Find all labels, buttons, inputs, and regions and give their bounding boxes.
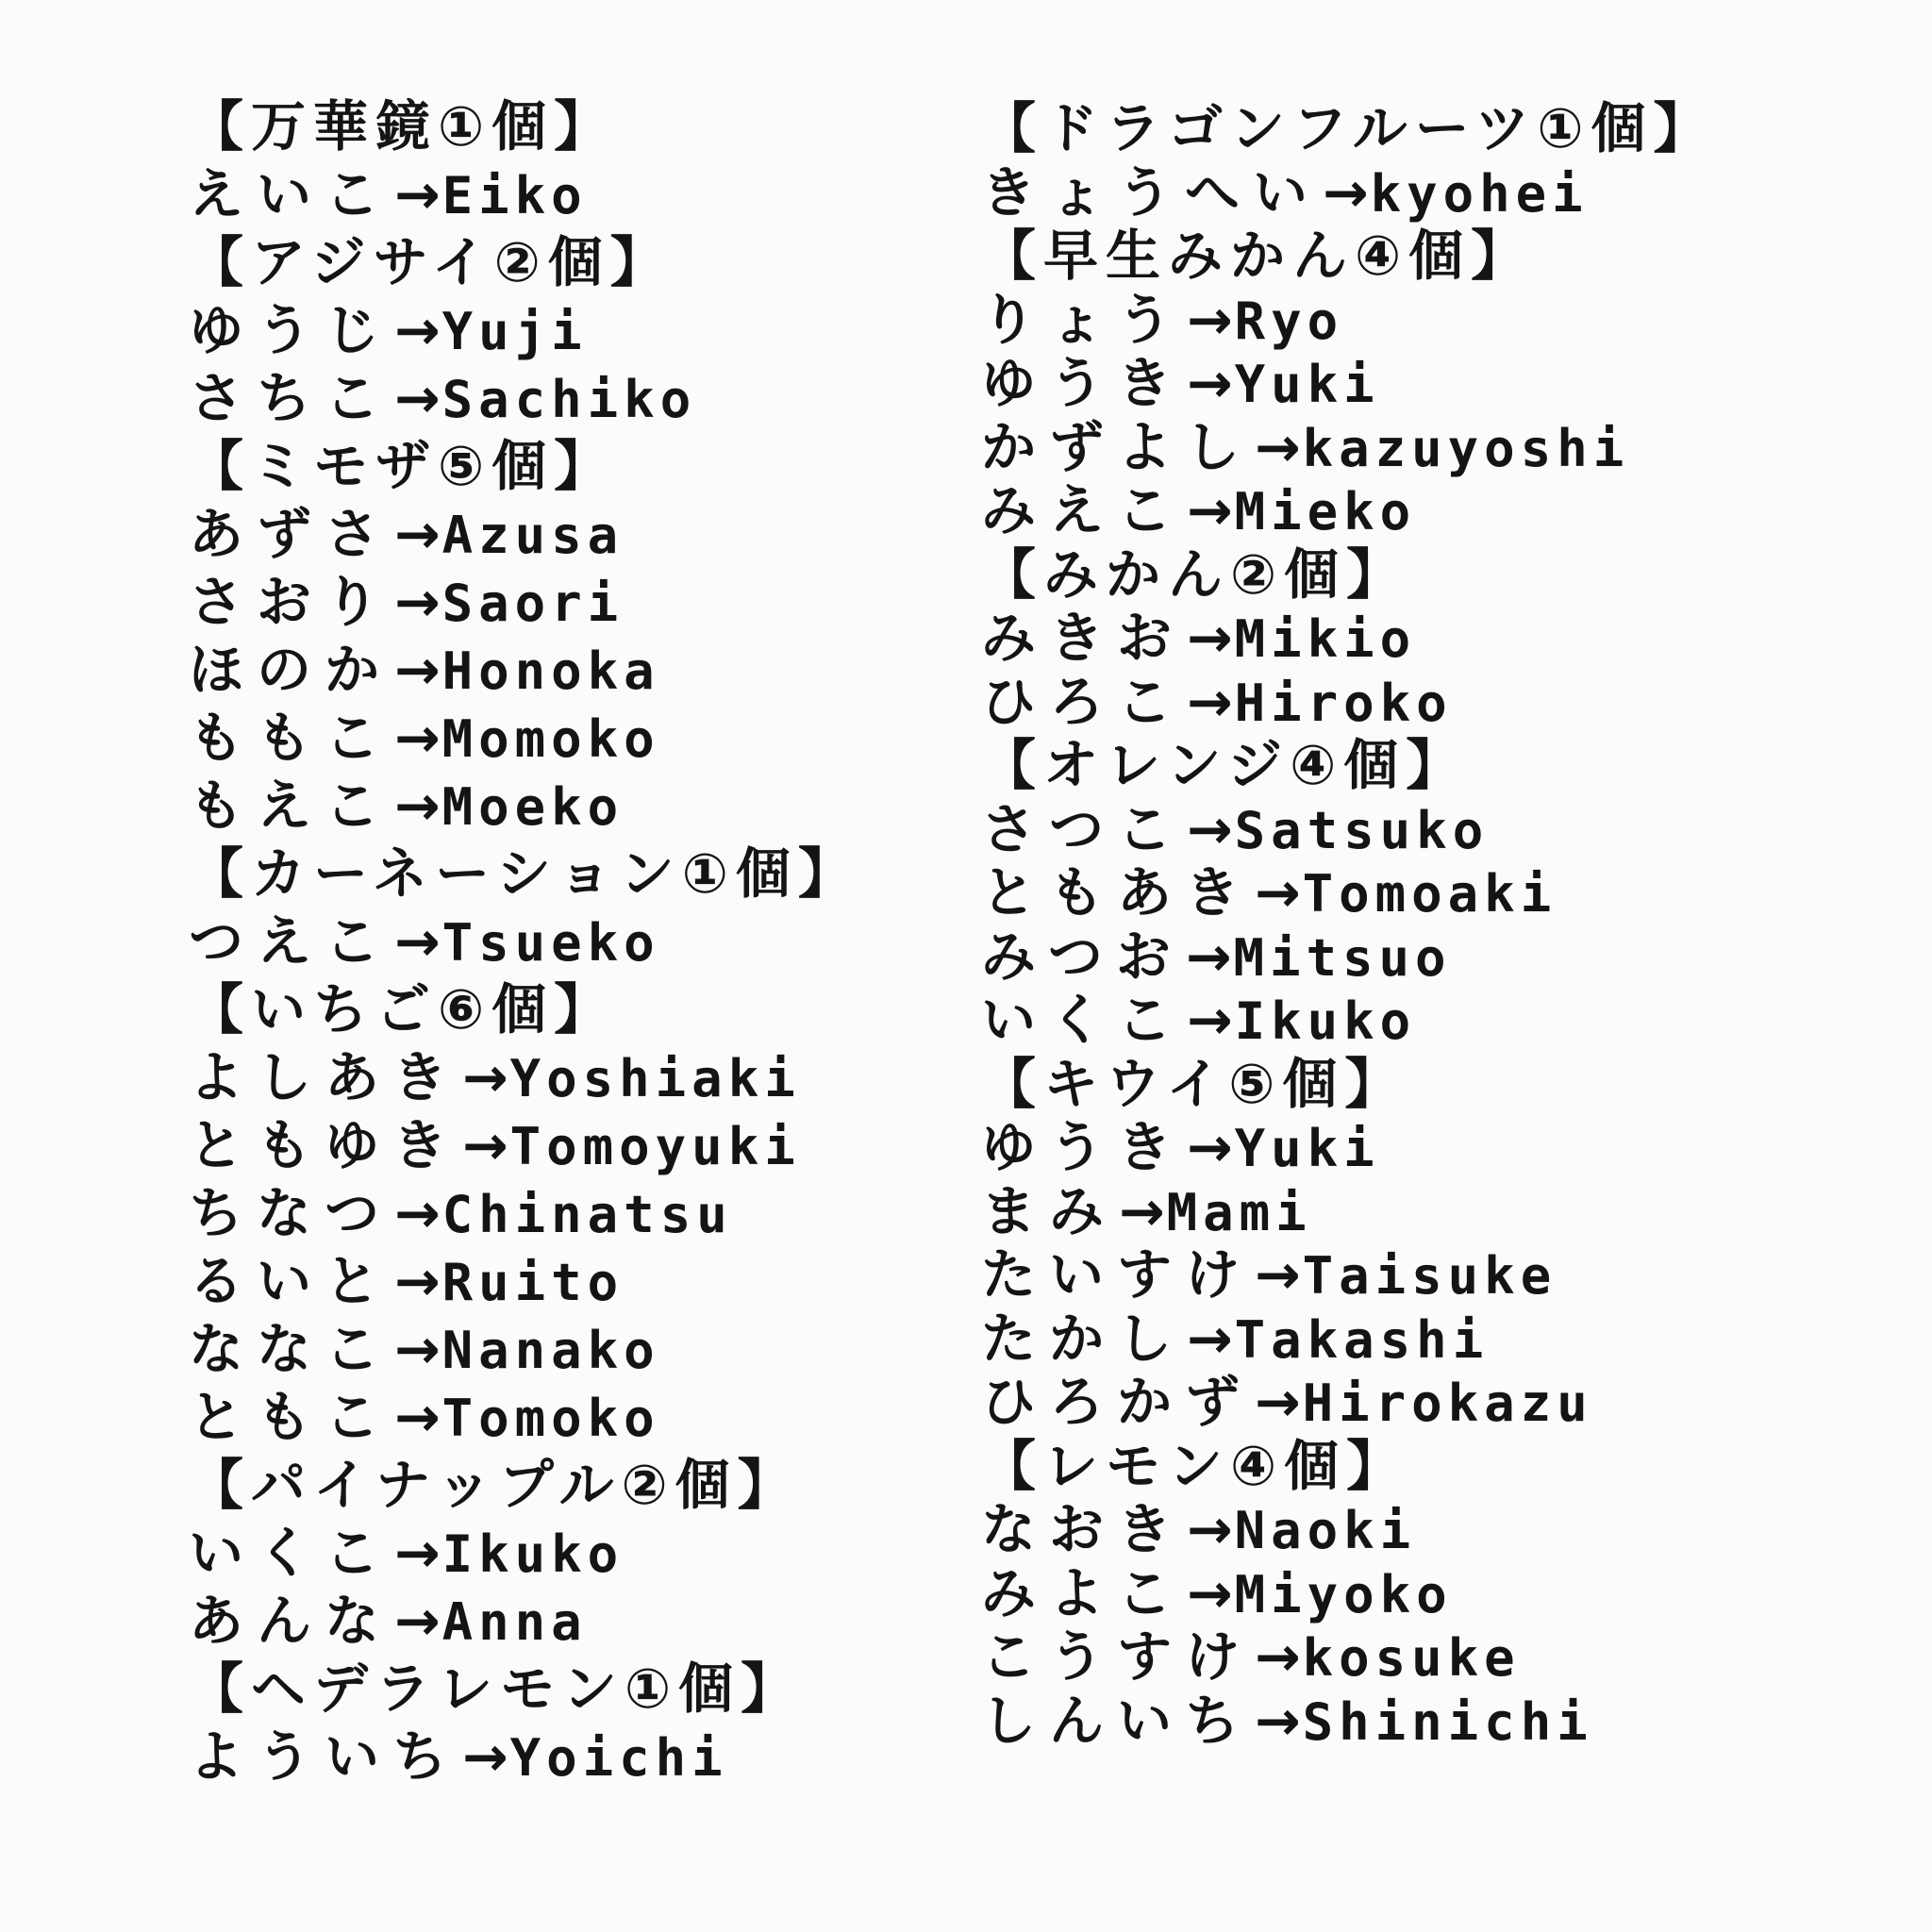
right-arrow-icon: →	[1185, 924, 1232, 989]
name-entry	[189, 296, 860, 364]
name-entry	[981, 1625, 1715, 1690]
name-entry	[981, 1243, 1715, 1307]
right-arrow-icon: →	[394, 502, 441, 566]
category-header	[189, 975, 860, 1043]
name-romaji: Mami	[1166, 1182, 1312, 1242]
name-entry	[981, 861, 1715, 925]
name-kana: きょうへい	[981, 159, 1322, 225]
name-kana: まみ	[981, 1178, 1118, 1243]
name-kana: あんな	[189, 1589, 393, 1653]
name-entry	[189, 1723, 860, 1790]
right-arrow-icon: →	[1255, 1688, 1301, 1753]
name-romaji: Nanako	[441, 1321, 660, 1380]
name-romaji: Mikio	[1234, 609, 1417, 669]
name-romaji: Tomoaki	[1302, 864, 1557, 924]
name-kana: ひろこ	[981, 669, 1186, 734]
name-entry	[189, 636, 860, 704]
name-entry	[981, 1371, 1715, 1435]
category-header-text: 【レモン④個】	[981, 1433, 1409, 1498]
left-column-list	[189, 92, 860, 1790]
right-arrow-icon: →	[1255, 414, 1301, 479]
name-entry	[981, 416, 1715, 480]
right-arrow-icon: →	[1187, 351, 1233, 415]
name-entry	[189, 1043, 860, 1111]
name-romaji: Sachiko	[441, 370, 697, 429]
name-romaji: Shinichi	[1302, 1691, 1593, 1752]
name-entry	[981, 925, 1715, 990]
right-arrow-icon: →	[394, 1589, 441, 1653]
right-arrow-icon: →	[1255, 1242, 1301, 1307]
name-romaji: Saori	[441, 574, 625, 633]
category-header-text: 【いちご⑥個】	[189, 977, 617, 1041]
name-romaji: Yuki	[1234, 1119, 1380, 1178]
category-header-text: 【アジサイ②個】	[189, 230, 673, 294]
right-arrow-icon: →	[1255, 1624, 1301, 1689]
name-entry	[981, 1690, 1715, 1754]
right-arrow-icon: →	[394, 1249, 441, 1313]
right-arrow-icon: →	[1187, 606, 1233, 670]
name-romaji: Tomoyuki	[509, 1117, 801, 1176]
right-arrow-icon: →	[394, 638, 441, 702]
name-romaji: Ruito	[441, 1253, 625, 1312]
name-entry	[189, 364, 860, 432]
name-kana: ゆうじ	[189, 298, 393, 362]
category-header-text: 【パイナップル②個】	[189, 1453, 800, 1517]
category-header	[981, 97, 1715, 161]
right-arrow-icon: →	[394, 1385, 441, 1449]
name-entry	[189, 1179, 860, 1247]
name-kana: こうすけ	[981, 1624, 1254, 1689]
name-kana: かずよし	[981, 414, 1254, 479]
name-entry	[981, 161, 1715, 225]
name-entry	[189, 500, 860, 568]
name-kana: るいと	[189, 1249, 393, 1313]
name-romaji: Tomoko	[441, 1389, 660, 1448]
name-entry	[189, 772, 860, 840]
name-kana: ゆうき	[981, 351, 1186, 415]
name-kana: なおき	[981, 1497, 1186, 1561]
right-arrow-icon: →	[462, 1113, 508, 1177]
category-header-text: 【カーネーション①個】	[189, 841, 860, 906]
name-romaji: Honoka	[441, 641, 660, 701]
right-arrow-icon: →	[394, 1521, 441, 1585]
category-header	[189, 228, 860, 296]
name-romaji: Satsuko	[1234, 800, 1490, 860]
category-header-text: 【キウイ⑤個】	[981, 1051, 1407, 1116]
name-entry	[981, 671, 1715, 735]
name-kana: りょう	[981, 287, 1186, 352]
right-arrow-icon: →	[1187, 287, 1233, 352]
name-entry	[189, 1519, 860, 1587]
right-arrow-icon: →	[1187, 1560, 1233, 1625]
name-entry	[981, 1307, 1715, 1372]
name-kana: えいこ	[189, 162, 393, 226]
name-entry	[981, 352, 1715, 416]
category-header	[981, 1053, 1715, 1117]
name-romaji: Takashi	[1234, 1309, 1490, 1370]
name-entry	[189, 568, 860, 636]
name-romaji: Yoshiaki	[509, 1049, 801, 1108]
name-romaji: Hiroko	[1234, 673, 1453, 733]
name-kana: ともゆき	[189, 1113, 461, 1177]
name-kana: ちなつ	[189, 1181, 393, 1245]
name-kana: みえこ	[981, 478, 1186, 542]
right-arrow-icon: →	[394, 774, 441, 838]
name-entry	[981, 1562, 1715, 1626]
name-kana: ももこ	[189, 706, 393, 770]
category-header	[189, 92, 860, 160]
name-romaji: Ikuko	[1234, 991, 1417, 1051]
right-arrow-icon: →	[394, 1181, 441, 1245]
category-header	[981, 734, 1715, 798]
name-entry	[189, 1315, 860, 1383]
name-kana: ともこ	[189, 1385, 393, 1449]
name-entry	[981, 607, 1715, 671]
name-kana: もえこ	[189, 774, 393, 838]
category-header	[189, 840, 860, 908]
name-kana: みきお	[981, 606, 1186, 670]
name-romaji: Naoki	[1234, 1501, 1417, 1560]
name-kana: しんいち	[981, 1688, 1254, 1753]
name-entry	[189, 908, 860, 975]
name-entry	[189, 1111, 860, 1179]
name-entry	[981, 1180, 1715, 1244]
category-header	[189, 1451, 860, 1519]
name-romaji: Hirokazu	[1302, 1374, 1593, 1433]
name-romaji: kazuyoshi	[1302, 418, 1630, 478]
category-header-text: 【オレンジ④個】	[981, 733, 1469, 797]
name-entry	[981, 289, 1715, 353]
right-column-list	[981, 97, 1715, 1753]
name-romaji: Eiko	[441, 166, 588, 225]
name-kana: ひろかず	[981, 1370, 1254, 1434]
right-arrow-icon: →	[1323, 159, 1369, 225]
right-arrow-icon: →	[394, 298, 441, 362]
name-romaji: Ikuko	[441, 1524, 625, 1584]
right-arrow-icon: →	[394, 1317, 441, 1381]
right-arrow-icon: →	[1187, 988, 1233, 1052]
name-romaji: Tsueko	[441, 913, 660, 973]
name-romaji: Yuki	[1234, 355, 1380, 414]
name-romaji: Azusa	[441, 506, 625, 565]
category-header	[981, 1435, 1715, 1499]
name-romaji: Mieko	[1234, 482, 1417, 541]
right-arrow-icon: →	[1255, 860, 1301, 924]
category-header-text: 【ドラゴンフルーツ①個】	[981, 96, 1716, 160]
name-romaji: Mitsuo	[1233, 927, 1452, 988]
name-kana: つえこ	[189, 909, 393, 974]
right-arrow-icon: →	[1187, 796, 1233, 861]
name-romaji: Moeko	[441, 777, 625, 837]
category-header	[189, 1655, 860, 1723]
name-entry	[189, 1247, 860, 1315]
name-entry	[189, 1383, 860, 1451]
right-arrow-icon: →	[394, 909, 441, 974]
name-kana: ほのか	[189, 638, 393, 702]
name-entry	[189, 160, 860, 228]
name-romaji: Taisuke	[1302, 1246, 1557, 1306]
name-romaji: Anna	[441, 1592, 588, 1652]
name-romaji: kosuke	[1302, 1628, 1521, 1688]
right-arrow-icon: →	[1255, 1370, 1301, 1434]
name-romaji: Yuji	[441, 302, 588, 361]
name-kana: たいすけ	[981, 1242, 1254, 1307]
name-kana: ななこ	[189, 1317, 393, 1381]
right-arrow-icon: →	[1187, 1306, 1233, 1371]
name-kana: いくこ	[189, 1521, 393, 1585]
name-kana: みつお	[981, 924, 1184, 989]
category-header-text: 【ミモザ⑤個】	[189, 434, 617, 498]
name-entry	[981, 989, 1715, 1053]
name-kana: ゆうき	[981, 1115, 1186, 1179]
right-arrow-icon: →	[1187, 1497, 1233, 1561]
right-arrow-icon: →	[1187, 669, 1233, 734]
right-arrow-icon: →	[1187, 1115, 1233, 1179]
right-arrow-icon: →	[1119, 1178, 1165, 1243]
right-arrow-icon: →	[394, 366, 441, 430]
category-header-text: 【みかん②個】	[981, 541, 1409, 607]
name-kana: さちこ	[189, 366, 393, 430]
name-romaji: Miyoko	[1234, 1564, 1453, 1624]
name-kana: さおり	[189, 570, 393, 634]
name-entry	[981, 1116, 1715, 1180]
category-header	[189, 432, 860, 500]
right-arrow-icon: →	[394, 162, 441, 226]
right-arrow-icon: →	[462, 1045, 508, 1109]
category-header-text: 【万華鏡①個】	[189, 94, 617, 158]
name-entry	[981, 798, 1715, 862]
name-kana: あずさ	[189, 502, 393, 566]
name-kana: さつこ	[981, 796, 1186, 861]
name-kana: たかし	[981, 1306, 1186, 1371]
category-header	[981, 543, 1715, 608]
name-entry	[981, 1498, 1715, 1562]
name-kana: いくこ	[981, 988, 1186, 1052]
right-arrow-icon: →	[462, 1724, 508, 1789]
right-arrow-icon: →	[394, 570, 441, 634]
name-romaji: kyohei	[1370, 163, 1589, 224]
category-header-text: 【ヘデラレモン①個】	[189, 1657, 804, 1721]
name-romaji: Chinatsu	[441, 1185, 733, 1244]
category-header	[981, 225, 1715, 289]
right-arrow-icon: →	[1187, 478, 1233, 542]
category-header-text: 【早生みかん④個】	[981, 224, 1534, 288]
name-kana: ともあき	[981, 860, 1254, 924]
name-romaji: Momoko	[441, 709, 660, 769]
name-entry	[189, 704, 860, 772]
name-romaji: Ryo	[1234, 291, 1344, 351]
name-kana: みよこ	[981, 1560, 1186, 1625]
name-kana: よういち	[189, 1724, 461, 1789]
name-romaji: Yoichi	[509, 1728, 728, 1788]
right-arrow-icon: →	[394, 706, 441, 770]
name-entry	[981, 479, 1715, 543]
name-entry	[189, 1587, 860, 1655]
name-kana: よしあき	[189, 1045, 461, 1109]
